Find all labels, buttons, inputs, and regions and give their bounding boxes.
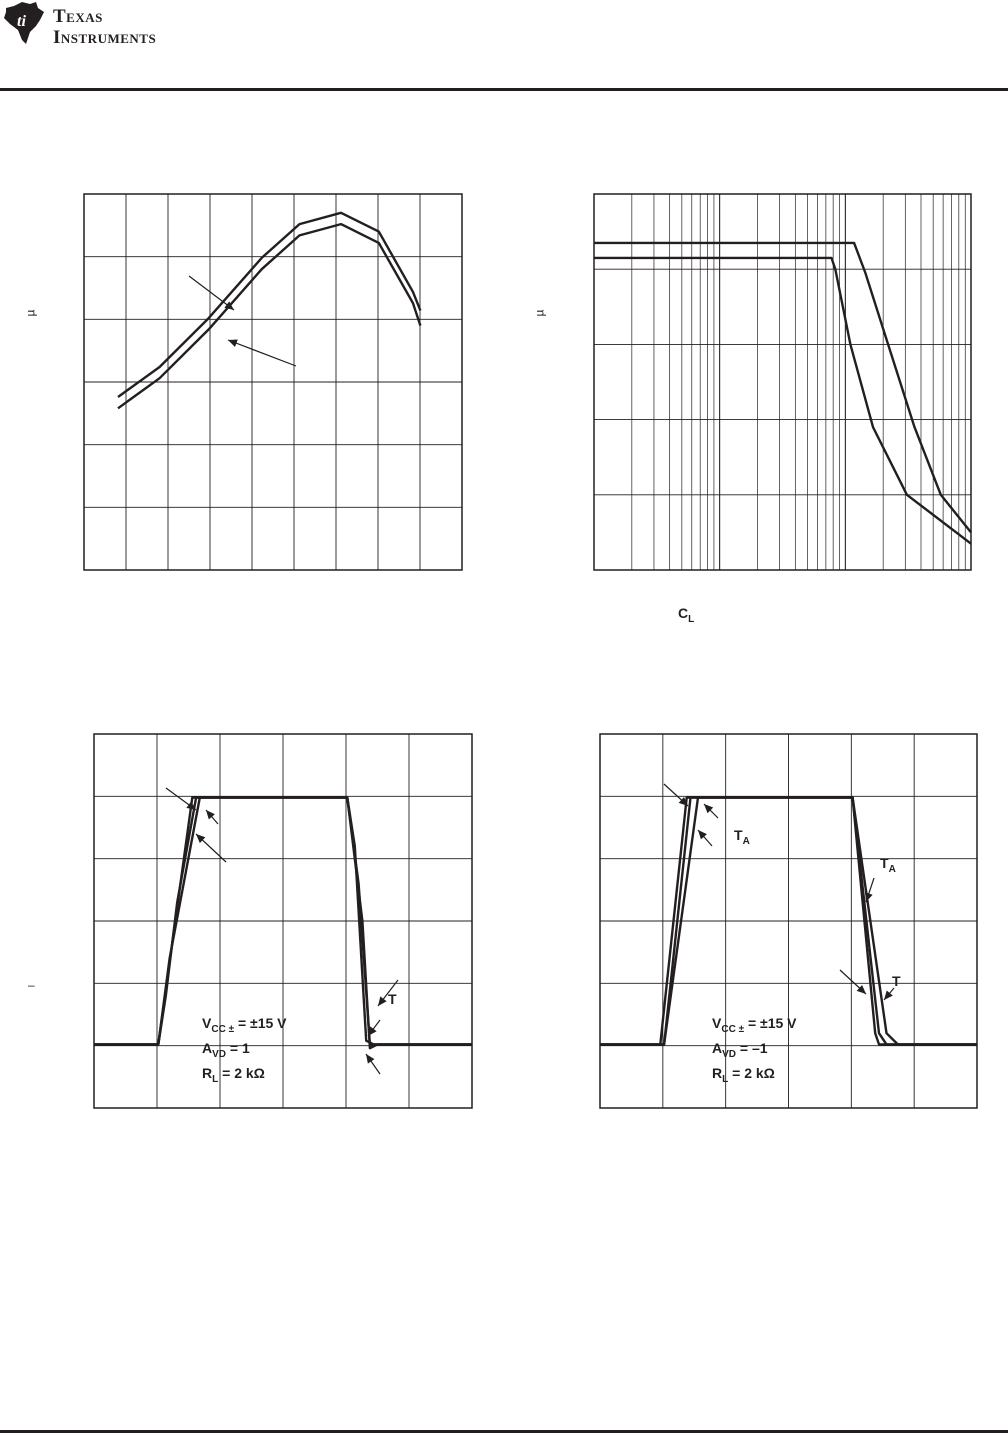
annotation-arrowhead [865, 892, 873, 902]
chart3-ylabel-dash: – [28, 978, 35, 992]
chart4-ta-label-1: $T_A$ [734, 827, 750, 847]
svg-text:ti: ti [17, 13, 26, 30]
footer-rule [0, 1430, 1008, 1433]
annotation-arrowhead [884, 991, 893, 1000]
chart3-t-label: T [388, 991, 397, 1007]
chart4-ta-label-2: $T_A$ [880, 855, 896, 875]
chart2-xlabel: $C_L$ [678, 605, 695, 625]
chart2-ylabel-mu: µ [532, 309, 547, 317]
logo-line1: Texas [53, 6, 103, 27]
chart4-t-label: T [892, 973, 901, 989]
logo-line2: Instruments [53, 27, 157, 48]
chart4-conditions: $V_{CC \pm} = \pm 15$ V $A_{VD} = -1$ $R_L = 2$ kΩ [712, 1015, 797, 1085]
chart3-conditions: $V_{CC \pm} = \pm 15$ V $A_{VD} = 1$ $R_L = 2$ kΩ [202, 1015, 287, 1085]
chart1-ylabel-mu: µ [23, 309, 38, 317]
